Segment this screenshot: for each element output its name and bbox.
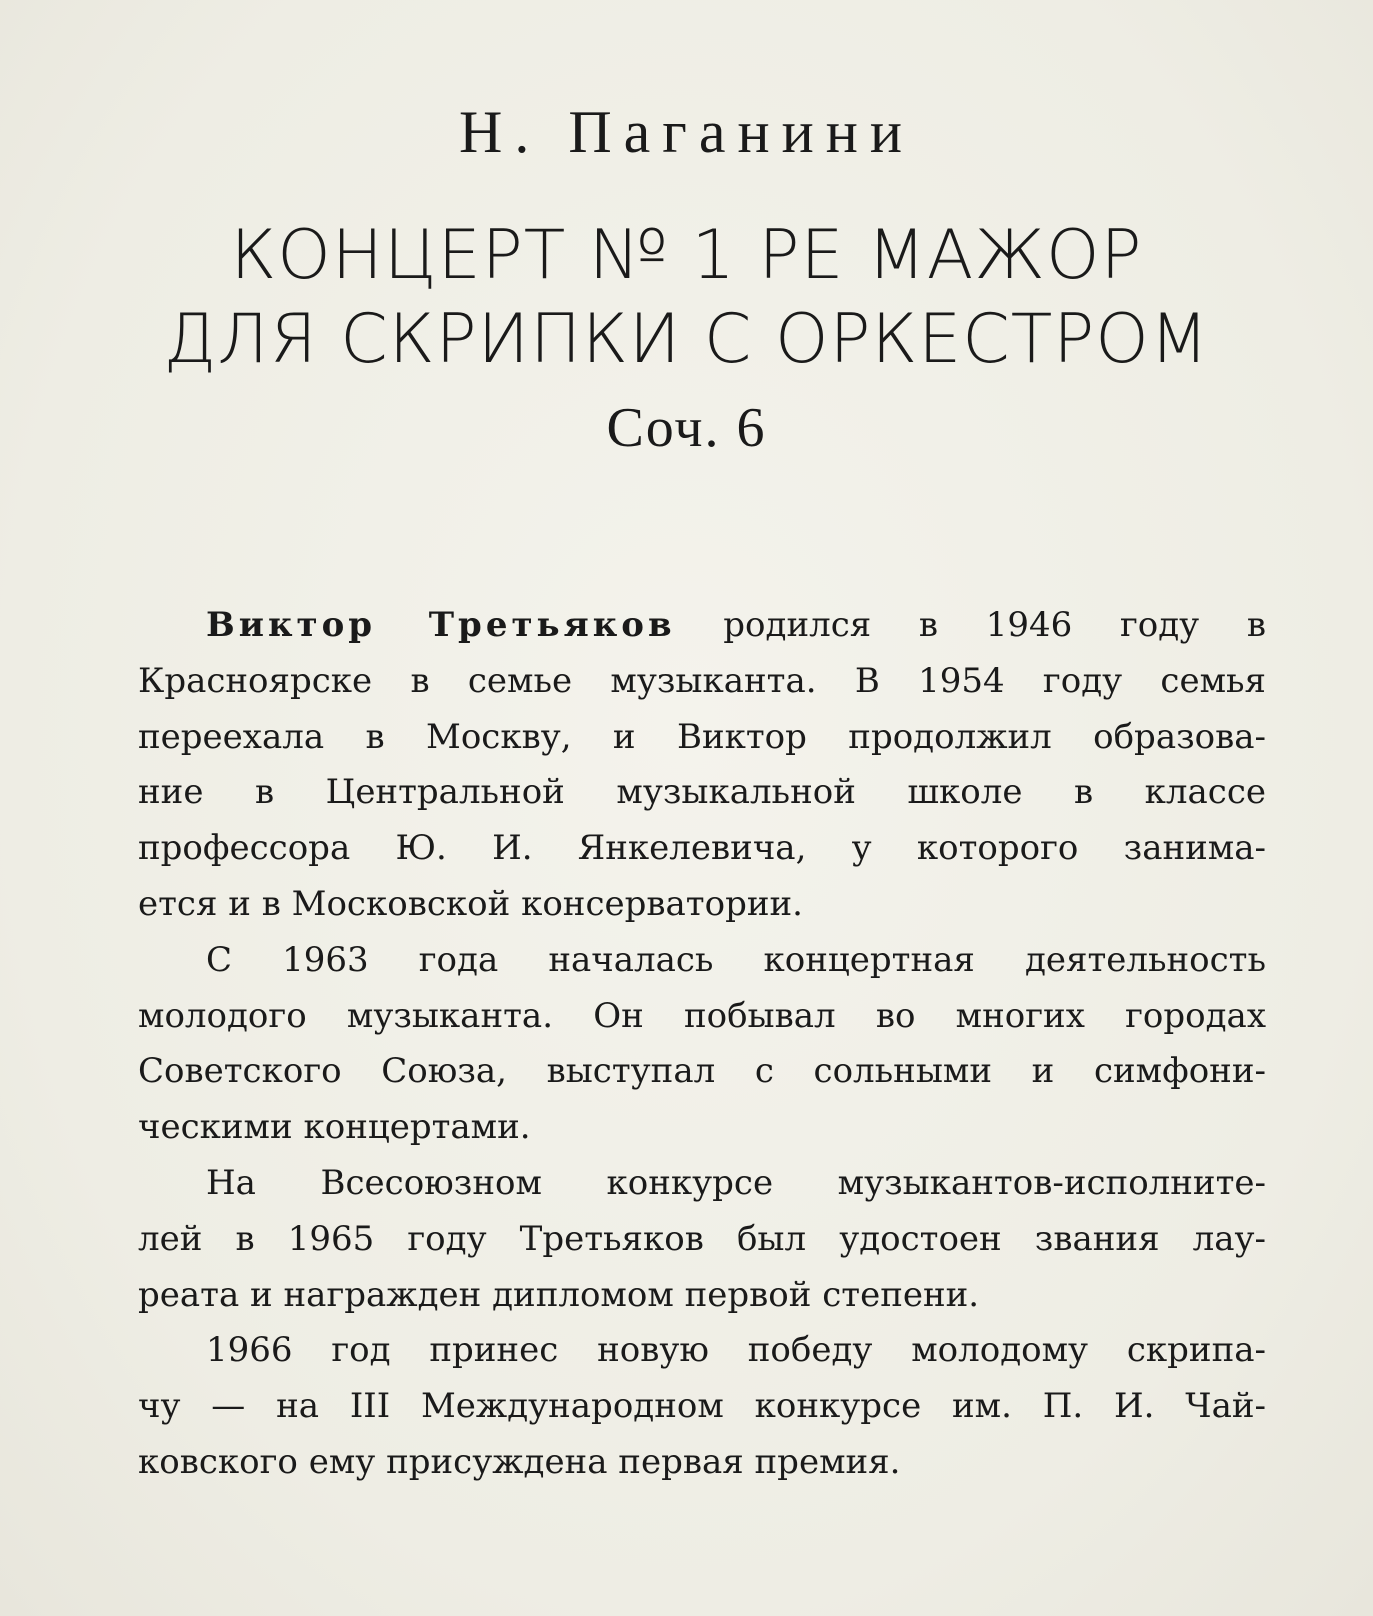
bio-line-text: родился в 1946 году в [675,605,1266,645]
bio-line: Советского Союза, выступал с сольными и симфони- [138,1051,1266,1092]
bio-line: реата и награжден дипломом первой степени. [138,1274,980,1315]
bio-line [138,598,1266,654]
bio-line: С 1963 года началась концертная деятельность [206,939,1266,980]
bio-line: Красноярске в семье музыканта. В 1954 году семья [138,660,1266,701]
bio-line: На Всесоюзном конкурсе музыкантов-исполните- [206,1162,1266,1203]
work-title [0,214,1373,382]
bio-line: молодого музыканта. Он побывал во многих городах [138,995,1266,1036]
performer-name: Виктор Третьяков [206,605,676,645]
work-title-line: ДЛЯ СКРИПКИ С ОРКЕСТРОМ [163,300,1210,379]
bio-line: ковского ему присуждена первая премия. [138,1441,901,1482]
bio-line: чу — на III Международном конкурсе им. П. И. Чай- [138,1386,1266,1427]
bio-line: лей в 1965 году Третьяков был удостоен звания лау- [138,1218,1266,1259]
bio-line: ние в Центральной музыкальной школе в классе [138,772,1266,813]
work-title-line: КОНЦЕРТ № 1 РЕ МАЖОР [230,216,1143,295]
bio-line: ческими концертами. [138,1107,531,1148]
bio-line: 1966 год принес новую победу молодому скрипа- [206,1330,1266,1371]
opus-number: Соч. 6 [606,397,767,459]
biography-text [138,598,1266,1491]
bio-line: профессора Ю. И. Янкелевича, у которого занима- [138,828,1266,869]
composer-name: Н. Паганини [459,99,914,165]
bio-line: ется и в Московской консерватории. [138,883,803,924]
bio-line: переехала в Москву, и Виктор продолжил образова- [138,716,1266,757]
